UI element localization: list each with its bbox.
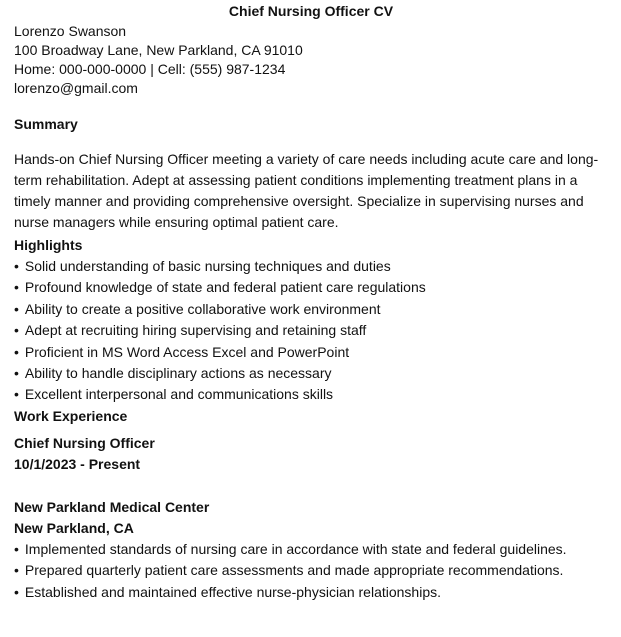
duty-item: • Implemented standards of nursing care in accordance with state and federal guidelines. — [14, 539, 608, 560]
contact-email: lorenzo@gmail.com — [14, 80, 138, 96]
work-experience-heading: Work Experience — [14, 407, 128, 424]
summary-text: Hands-on Chief Nursing Officer meeting a variety of care needs including acute care and long-term rehabilitation. Adept at assessing patient conditions implementing treatment plans in a timely manner and providing comprehensive oversight. Specialize in supervising nurses and nurse managers while ensuring optimal patient care. — [14, 151, 599, 230]
highlights-list — [14, 256, 608, 406]
employer-name: New Parkland Medical Center — [14, 498, 210, 515]
highlight-item: • Adept at recruiting hiring supervising and retaining staff — [14, 320, 608, 341]
employer-location: New Parkland, CA — [14, 519, 134, 536]
highlight-item: • Profound knowledge of state and federal patient care regulations — [14, 277, 608, 298]
duty-item: • Established and maintained effective nurse-physician relationships. — [14, 582, 608, 603]
contact-block — [14, 22, 608, 98]
highlight-item: • Solid understanding of basic nursing techniques and duties — [14, 256, 608, 277]
job-title: Chief Nursing Officer — [14, 434, 155, 451]
duty-item: • Prepared quarterly patient care assessments and made appropriate recommendations. — [14, 560, 608, 581]
employer-block — [14, 497, 608, 539]
highlights-heading: Highlights — [14, 237, 83, 253]
highlight-item: • Proficient in MS Word Access Excel and PowerPoint — [14, 342, 608, 363]
duties-list — [14, 539, 608, 603]
summary-heading: Summary — [14, 116, 78, 132]
highlight-item: • Excellent interpersonal and communications skills — [14, 384, 608, 405]
highlight-item: • Ability to create a positive collaborative work environment — [14, 299, 608, 320]
job-block — [14, 433, 608, 475]
contact-address: 100 Broadway Lane, New Parkland, CA 91010 — [14, 42, 303, 58]
contact-phone: Home: 000-000-0000 | Cell: (555) 987-1234 — [14, 61, 286, 77]
highlight-item: • Ability to handle disciplinary actions as necessary — [14, 363, 608, 384]
job-dates: 10/1/2023 - Present — [14, 455, 141, 472]
page-title: Chief Nursing Officer CV — [228, 3, 394, 19]
contact-name: Lorenzo Swanson — [14, 23, 127, 39]
